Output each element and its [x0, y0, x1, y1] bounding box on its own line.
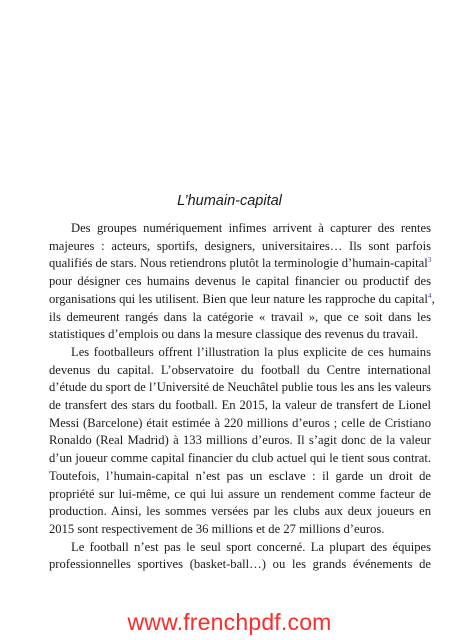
- text-line: Des groupes numériquement infimes arrivent à capturer des rentes: [71, 221, 431, 235]
- text-line: d’un joueur comme capital financier du club actuel qui le tient sous contrat.: [49, 451, 431, 466]
- text-line: professionnelles sportives (basket-ball…) ou les grands événements de: [49, 557, 431, 572]
- footnote-ref-4[interactable]: 4: [427, 290, 432, 300]
- page-title: L’humain-capital: [177, 193, 282, 209]
- footnote-ref-3[interactable]: 3: [427, 255, 432, 265]
- text-line: d’étude du sport de l’Université de Neuchâtel publie tous les ans les valeurs: [49, 380, 431, 395]
- text-line: production. Ainsi, les sommes versées par les clubs aux deux joueurs en: [49, 504, 431, 519]
- text-line: Ronaldo (Real Madrid) à 133 millions d’euros. Il s’agit donc de la valeur: [49, 433, 431, 448]
- text-line: qualifiés de stars. Nous retiendrons plutôt la terminologie d’humain-capital$^3$: [49, 255, 432, 271]
- paragraph-3: [27, 539, 431, 574]
- text-line: Le football n’est pas le seul sport concerné. La plupart des équipes: [71, 539, 431, 554]
- text-line: de transfert des stars du football. En 2015, la valeur de transfert de Lionel: [49, 398, 431, 413]
- paragraph-2: [27, 344, 431, 539]
- text-line: Toutefois, l’humain-capital n’est pas un esclave : il garde un droit de: [49, 468, 431, 483]
- text-line: pour désigner ces humains devenus le capital financier ou productif des: [49, 274, 431, 289]
- text-line: organisations qui les utilisent. Bien que leur nature les rapproche du capital$^4$,: [49, 290, 435, 306]
- text-line: devenus du capital. L’observatoire du football du Centre international: [49, 362, 431, 377]
- text-line: Les footballeurs offrent l’illustration la plus explicite de ces humains: [71, 344, 431, 359]
- text-line: propriété sur lui-même, ce qui lui assure un rendement comme facteur de: [49, 486, 431, 501]
- text-line: majeures : acteurs, sportifs, designers, universitaires… Ils sont parfois: [49, 238, 431, 253]
- text-line: ils demeurent rangés dans la catégorie « travail », que ce soit dans les: [49, 309, 431, 324]
- body-text: [27, 220, 435, 574]
- paragraph-1: [27, 220, 435, 344]
- text-line: Messi (Barcelone) était estimée à 220 millions d’euros ; celle de Cristiano: [49, 415, 431, 430]
- watermark-link[interactable]: www.frenchpdf.com: [127, 609, 332, 635]
- text-line: 2015 sont respectivement de 36 millions et de 27 millions d’euros.: [49, 521, 385, 536]
- text-line: statistiques d’emplois ou dans la mesure classique des revenus du travail.: [49, 327, 418, 342]
